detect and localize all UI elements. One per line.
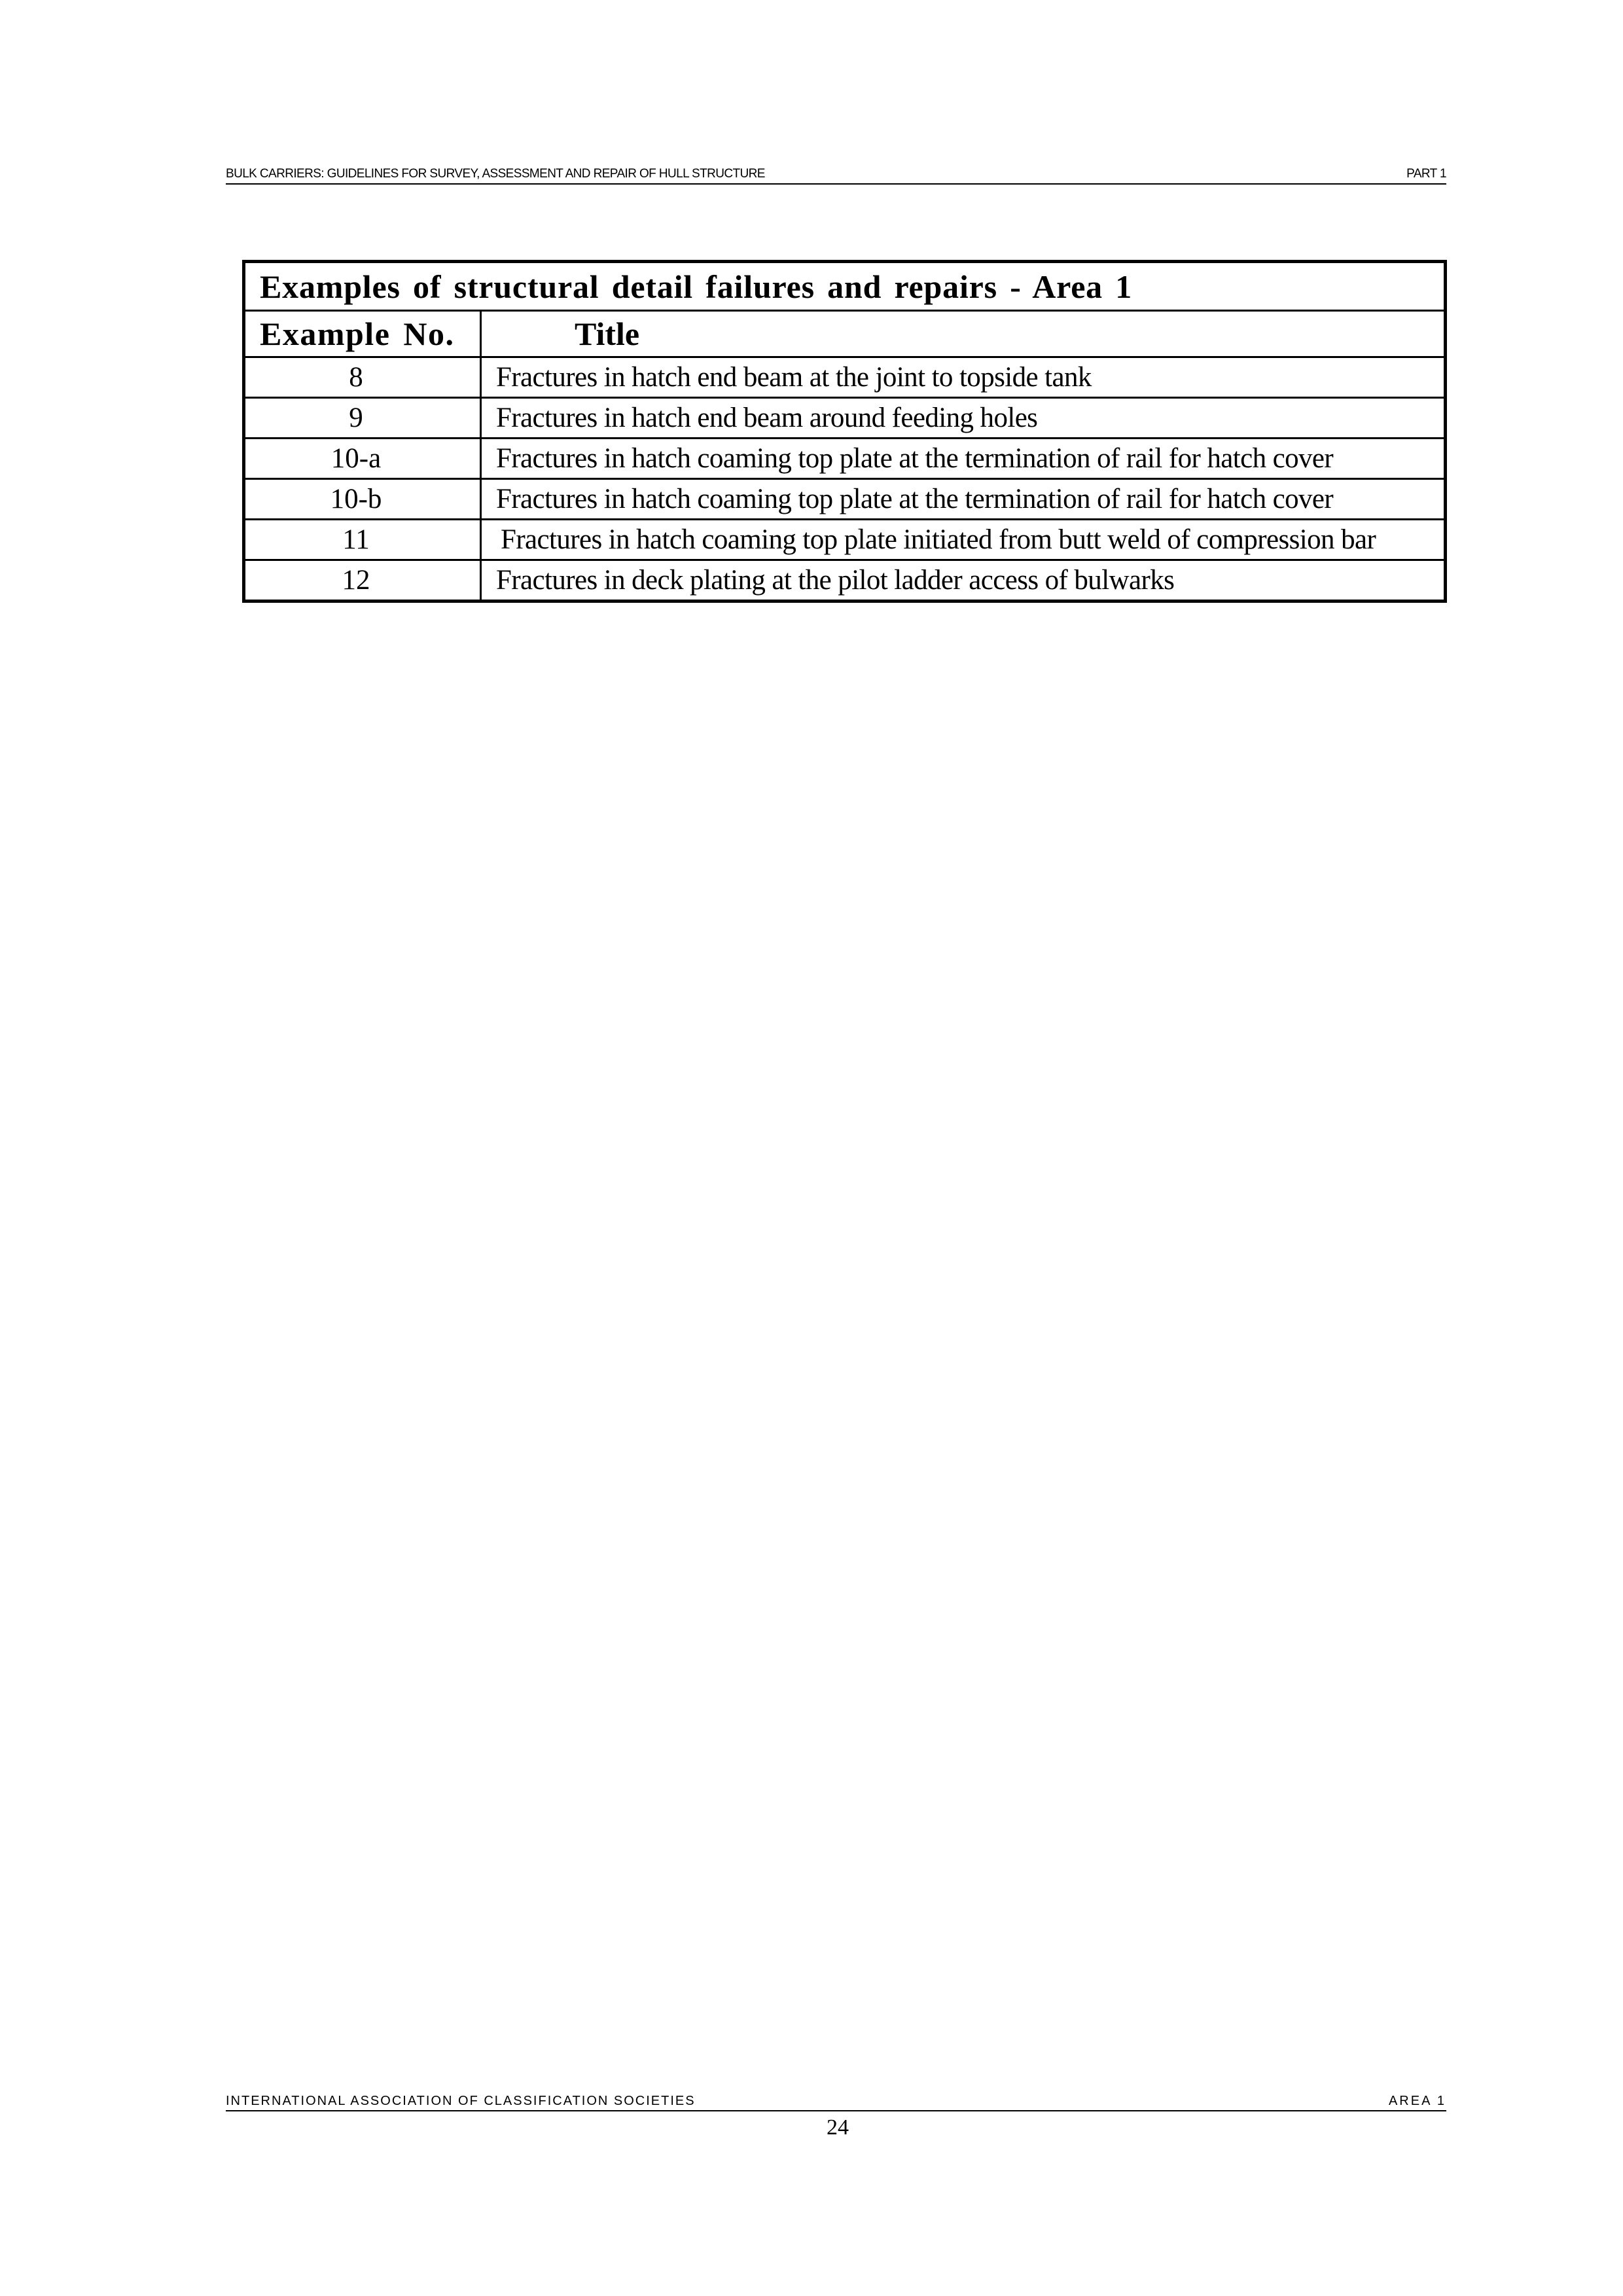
example-number: 10-b	[245, 480, 482, 518]
page-number: 24	[827, 2115, 849, 2140]
footer-area-label: AREA 1	[1388, 2094, 1446, 2108]
example-title: Fractures in hatch coaming top plate at the termination of rail for hatch cover	[496, 484, 1334, 514]
running-header	[226, 165, 1446, 185]
table-header-row	[245, 310, 1444, 356]
example-title: Fractures in hatch coaming top plate at the termination of rail for hatch cover	[496, 443, 1334, 474]
table-row	[245, 437, 1444, 478]
column-header-example-no: Example No.	[245, 312, 482, 356]
header-part-label: PART 1	[1406, 167, 1446, 181]
table-title: Examples of structural detail failures and repairs - Area 1	[260, 268, 1133, 305]
example-number: 11	[245, 520, 482, 559]
example-title: Fractures in deck plating at the pilot ladder access of bulwarks	[496, 565, 1175, 596]
examples-table	[242, 260, 1447, 603]
table-row	[245, 559, 1444, 600]
table-row	[245, 356, 1444, 397]
example-number: 9	[245, 399, 482, 437]
header-document-title: BULK CARRIERS: GUIDELINES FOR SURVEY, ASSESSMENT AND REPAIR OF HULL STRUCTURE	[226, 167, 765, 181]
example-title: Fractures in hatch coaming top plate initiated from butt weld of compression bar	[501, 524, 1376, 555]
example-number: 10-a	[245, 439, 482, 478]
table-row	[245, 397, 1444, 437]
table-title-row	[245, 263, 1444, 310]
example-title: Fractures in hatch end beam around feeding holes	[496, 403, 1038, 433]
table-row	[245, 478, 1444, 518]
example-title: Fractures in hatch end beam at the joint to topside tank	[496, 362, 1092, 393]
footer-organization: INTERNATIONAL ASSOCIATION OF CLASSIFICATION SOCIETIES	[226, 2094, 696, 2108]
running-footer	[226, 2092, 1446, 2111]
example-number: 8	[245, 358, 482, 397]
column-header-title: Title	[575, 315, 640, 352]
table-row	[245, 518, 1444, 559]
example-number: 12	[245, 561, 482, 600]
